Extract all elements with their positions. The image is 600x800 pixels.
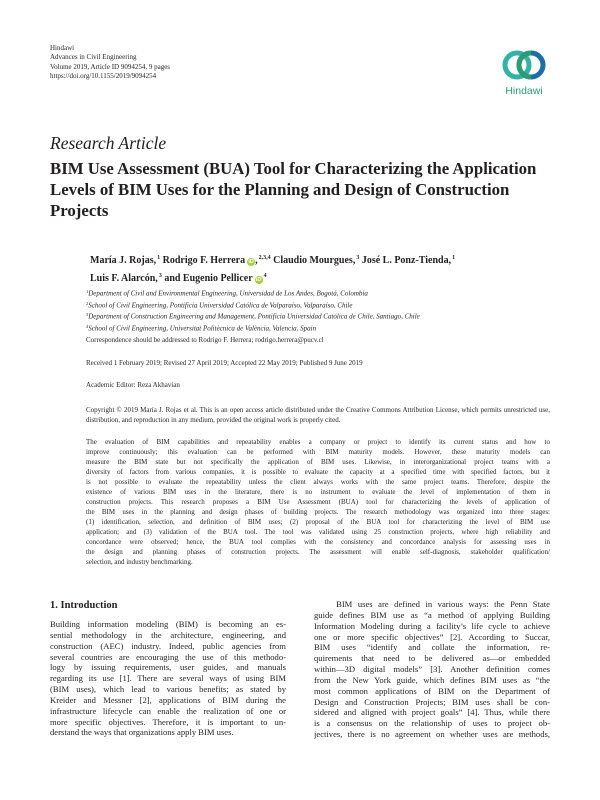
author-name: José L. Ponz-Tienda, bbox=[361, 255, 452, 266]
correspondence-note: Correspondence should be addressed to Rodrigo F. Herrera; rodrigo.herrera@pucv.cl bbox=[86, 336, 324, 344]
abstract bbox=[86, 437, 550, 567]
affiliation-text: Department of Civil and Environmental Engineering, Universidad de Los Andes, Bogotá, Colombia bbox=[88, 289, 368, 298]
hindawi-logo-icon bbox=[501, 46, 547, 84]
body-line: one or more specific objectives” [2]. According to Succar, bbox=[314, 631, 550, 642]
volume-info: Volume 2019, Article ID 9094254, 9 pages bbox=[50, 62, 171, 71]
affiliation-item bbox=[86, 287, 420, 299]
publication-dates: Received 1 February 2019; Revised 27 April 2019; Accepted 22 May 2019; Published 9 June 2019 bbox=[86, 359, 363, 367]
abstract-line: The evaluation of BIM capabilities and repeatability enables a company or project to identify its current status and how to bbox=[86, 438, 550, 446]
body-line: sential methodology in the architecture, engineering, and bbox=[50, 629, 286, 640]
affiliations bbox=[86, 287, 420, 333]
article-type: Research Article bbox=[50, 133, 167, 153]
article-title: BIM Use Assessment (BUA) Tool for Characterizing the Application Levels of BIM Uses for the Planning and Design of Construction Projects bbox=[50, 159, 537, 220]
body-line: quirements that need to be delivered as—or embedded bbox=[314, 653, 550, 664]
affiliation-item bbox=[86, 299, 420, 311]
body-column-left bbox=[50, 619, 286, 738]
body-line: BIM uses are defined in various ways: the Penn State bbox=[314, 599, 550, 609]
abstract-line: measure the BIM state but not specifically the application of BIM uses. Likewise, in interorganizational project teams with a bbox=[86, 458, 550, 466]
body-line: guide defines BIM use as “a method of applying Building bbox=[314, 609, 550, 620]
orcid-icon[interactable]: iD bbox=[255, 276, 262, 283]
body-line: jectives, there is no agreement on whether uses are methods, bbox=[314, 729, 550, 740]
body-line: sidered and aligned with project goals” [4]. Thus, while there bbox=[314, 707, 550, 718]
journal-name: Advances in Civil Engineering bbox=[50, 53, 137, 62]
abstract-line: application; and (3) validation of the BUA tool. The tool was validated using 25 construction projects, where high reliability and bbox=[86, 528, 550, 536]
body-line: infrastructure lifecycle can enable the realization of one or bbox=[50, 705, 286, 716]
body-line: BIM uses “identify and collate the information, re- bbox=[314, 642, 550, 653]
body-line: regarding its use [1]. There are several ways of using BIM bbox=[50, 673, 286, 684]
abstract-line: concordance were observed; hence, the BUA tool complies with the consistency and concordance analysis for assessing uses in bbox=[86, 538, 550, 546]
body-line: logy by issuing requirements, user guides, and manuals bbox=[50, 662, 286, 673]
abstract-line: is not possible to evaluate the repeatability unless the client always works with the same project teams. Therefore, despite the bbox=[86, 478, 550, 486]
body-line: construction (AEC) industry. Indeed, public agencies from bbox=[50, 640, 286, 651]
affiliation-item bbox=[86, 322, 420, 334]
logo-wordmark: Hindawi bbox=[505, 85, 543, 97]
abstract-line: (1) identification, selection, and definition of BIM uses; (2) proposal of the BUA tool for characterizing the level of BIM use bbox=[86, 518, 550, 526]
publisher-name: Hindawi bbox=[50, 44, 75, 52]
author-list bbox=[90, 251, 530, 286]
affiliation-text: School of Civil Engineering, Pontificia Universidad Católica de Valparaíso, Valparaíso, Chile bbox=[88, 301, 353, 310]
academic-editor: Academic Editor: Reza Akhavian bbox=[86, 381, 180, 389]
abstract-line: diversity of factors from various companies, it is possible to evaluate the capacity at a specified time with specified factors, but it bbox=[86, 468, 550, 476]
author-affil-ref: 3 bbox=[158, 272, 162, 279]
affiliation-number: 3 bbox=[86, 312, 89, 318]
abstract-line: the BIM uses in the planning and design phases of building projects. The research methodology was organized into three stages: bbox=[86, 508, 550, 516]
body-line: derstand the ways that organizations apply BIM uses. bbox=[50, 727, 234, 738]
orcid-icon[interactable]: iD bbox=[248, 259, 254, 265]
author-affil-ref: 1 bbox=[157, 255, 161, 261]
abstract-line: construction projects. This research proposes a BIM Use Assessment (BUA) tool for characterizing the levels of application of bbox=[86, 498, 550, 506]
body-line: most common applications of BIM on the Department of bbox=[314, 685, 550, 696]
body-line: is a consensus on the relationship of uses to project ob- bbox=[314, 718, 550, 729]
affiliation-number: 2 bbox=[86, 300, 89, 306]
journal-info bbox=[50, 44, 170, 81]
body-line: from the New York guide, which defines BIM uses as “the bbox=[314, 674, 550, 685]
abstract-line: improve continuously; this evaluation can be performed with BIM maturity models. However, these maturity models can bbox=[86, 448, 550, 456]
section-heading: 1. Introduction bbox=[50, 600, 118, 611]
body-line: several countries are encouraging the use of this methodo- bbox=[50, 651, 286, 662]
body-line: within—3D digital models” [3]. Another definition comes bbox=[314, 664, 550, 675]
doi-link[interactable]: https://doi.org/10.1155/2019/9094254 bbox=[50, 71, 157, 80]
body-line: (BIM uses), which lead to various benefits; as stated by bbox=[50, 684, 286, 695]
author-separator: , bbox=[255, 255, 258, 266]
body-column-right bbox=[314, 599, 550, 740]
body-line: Design and Construction Projects; BIM uses shall be con- bbox=[314, 696, 550, 707]
author-name: María J. Rojas, bbox=[90, 255, 157, 266]
body-line: Kreider and Messner [2], applications of BIM during the bbox=[50, 694, 286, 705]
author-name: Claudio Mourgues, bbox=[273, 255, 356, 266]
abstract-line: the design and planning phases of construction projects. The assessment will enable self-diagnosis, stakeholder qualification/ bbox=[86, 548, 550, 556]
copyright-notice: Copyright © 2019 María J. Rojas et al. This is an open access article distributed under the Creative Commons Attribution License, which permits unrestricted use, distribution, and reproduction in any medium, provided the original work is properly cited. bbox=[86, 406, 550, 424]
author-affil-ref: 3 bbox=[356, 255, 360, 261]
affiliation-text: Department of Construction Engineering and Management, Pontificia Universidad Católica de Chile, Santiago, Chile bbox=[88, 312, 420, 321]
affiliation-number: 1 bbox=[86, 289, 89, 294]
author-name: Rodrigo F. Herrera bbox=[162, 255, 246, 266]
affiliation-number: 4 bbox=[86, 323, 89, 329]
affiliation-item bbox=[86, 310, 420, 322]
body-line: more specific objectives. Therefore, it is important to un- bbox=[50, 716, 286, 727]
author-affil-ref: 1 bbox=[452, 255, 456, 261]
affiliation-text: School of Civil Engineering, Universitat Politècnica de València, Valencia, Spain bbox=[88, 324, 317, 333]
author-name: Luis F. Alarcón, bbox=[90, 272, 158, 284]
abstract-line: selection, and industry benchmarking. bbox=[86, 558, 193, 566]
abstract-line: existence of various BIM uses in the literature, there is no instrument to evaluate the level of implementation of them in bbox=[86, 488, 550, 496]
hindawi-logo bbox=[498, 46, 550, 104]
author-affil-ref: 2,3,4 bbox=[258, 255, 271, 261]
body-line: Information Modeling during a facility’s life cycle to achieve bbox=[314, 620, 550, 631]
author-name: and Eugenio Pellicer bbox=[164, 272, 253, 284]
body-line: Building information modeling (BIM) is becoming an es- bbox=[50, 619, 286, 629]
author-affil-ref: 4 bbox=[263, 272, 267, 279]
